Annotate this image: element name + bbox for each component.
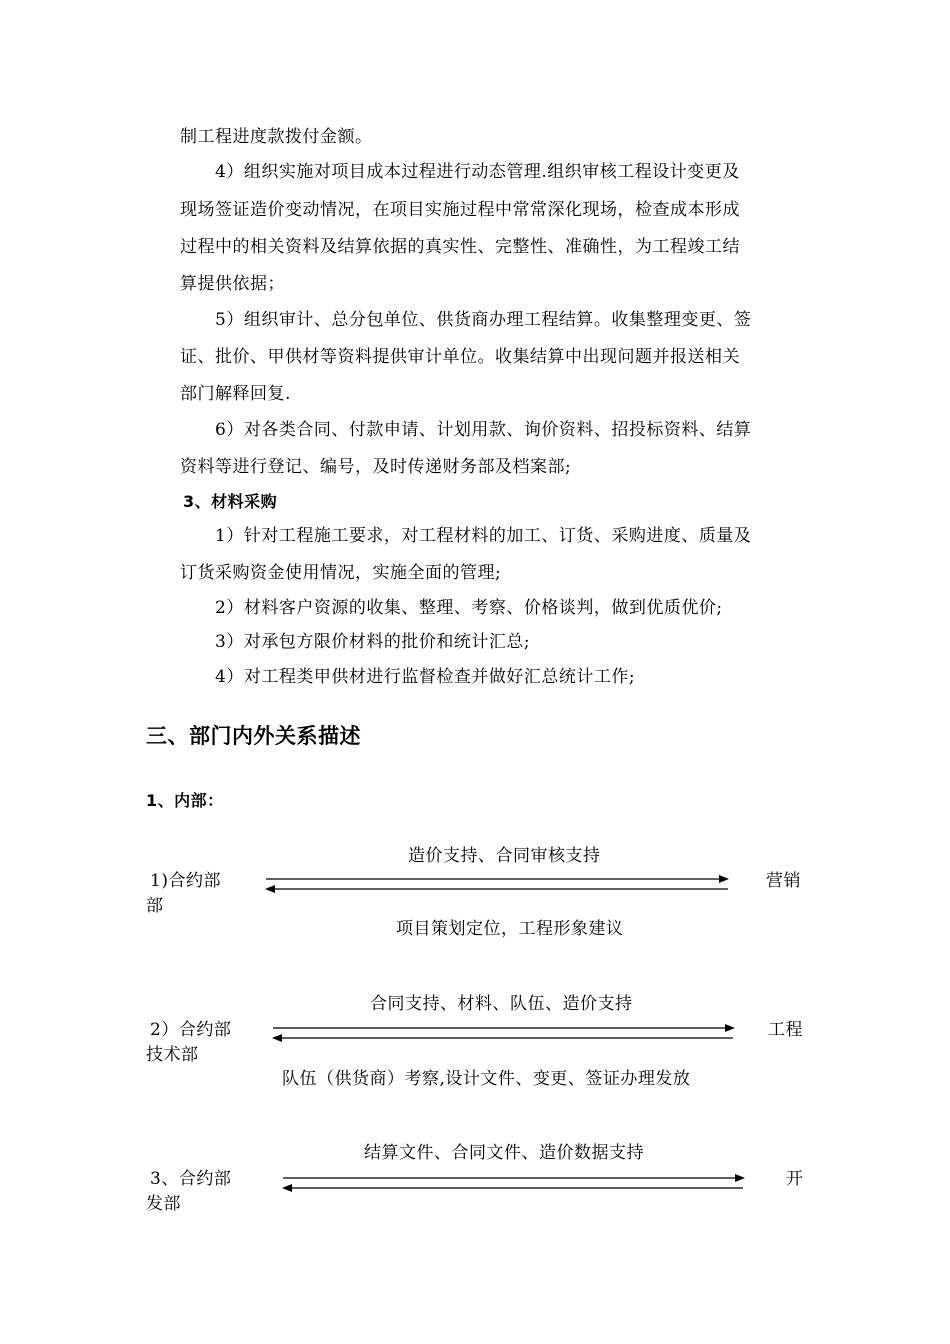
relation-left-label: 部: [146, 896, 164, 916]
paragraph-line: 4）对工程类甲供材进行监督检查并做好汇总统计工作;: [215, 667, 636, 687]
paragraph-line: 5）组织审计、总分包单位、供货商办理工程结算。收集整理变更、签: [215, 310, 752, 330]
relation-left-label: 1)合约部: [150, 871, 221, 891]
paragraph-line: 订货采购资金使用情况，实施全面的管理;: [180, 563, 502, 583]
paragraph-line: 2）材料客户资源的收集、整理、考察、价格谈判，做到优质优价;: [215, 598, 723, 618]
relation-left-label: 2）合约部: [150, 1020, 232, 1040]
bidirectional-arrow: [263, 872, 733, 896]
relation-right-label: 工程: [768, 1020, 803, 1040]
relation-top-label: 结算文件、合同文件、造价数据支持: [364, 1143, 644, 1163]
relation-right-label: 营销: [766, 871, 801, 891]
page-heading: 三、部门内外关系描述: [146, 724, 361, 748]
relation-left-label: 3、合约部: [150, 1169, 232, 1189]
paragraph-line: 算提供依据；: [180, 274, 285, 294]
paragraph-line: 现场签证造价变动情况，在项目实施过程中常常深化现场，检查成本形成: [180, 200, 740, 220]
paragraph-line: 4）组织实施对项目成本过程进行动态管理.组织审核工程设计变更及: [215, 162, 740, 182]
section-heading: 3、材料采购: [183, 492, 278, 511]
paragraph-line: 部门解释回复.: [180, 384, 291, 404]
relation-right-label: 开: [786, 1169, 804, 1189]
paragraph-line: 制工程进度款拨付金额。: [180, 127, 373, 147]
subheading: 1、内部：: [146, 791, 224, 810]
bidirectional-arrow: [280, 1169, 750, 1193]
relation-bottom-label: 队伍（供货商）考察,设计文件、变更、签证办理发放: [282, 1069, 691, 1089]
relation-top-label: 造价支持、合同审核支持: [408, 846, 601, 866]
paragraph-line: 证、批价、甲供材等资料提供审计单位。收集结算中出现问题并报送相关: [180, 347, 740, 367]
bidirectional-arrow: [270, 1020, 740, 1044]
relation-left-label: 技术部: [146, 1045, 199, 1065]
paragraph-line: 1）针对工程施工要求，对工程材料的加工、订货、采购进度、质量及: [215, 526, 752, 546]
paragraph-line: 过程中的相关资料及结算依据的真实性、完整性、准确性，为工程竣工结: [180, 237, 740, 257]
relation-left-label: 发部: [146, 1194, 181, 1214]
paragraph-line: 资料等进行登记、编号，及时传递财务部及档案部;: [180, 457, 572, 477]
relation-bottom-label: 项目策划定位，工程形象建议: [396, 919, 624, 939]
paragraph-line: 3）对承包方限价材料的批价和统计汇总;: [215, 632, 531, 652]
relation-top-label: 合同支持、材料、队伍、造价支持: [370, 994, 633, 1014]
paragraph-line: 6）对各类合同、付款申请、计划用款、询价资料、招投标资料、结算: [215, 420, 752, 440]
